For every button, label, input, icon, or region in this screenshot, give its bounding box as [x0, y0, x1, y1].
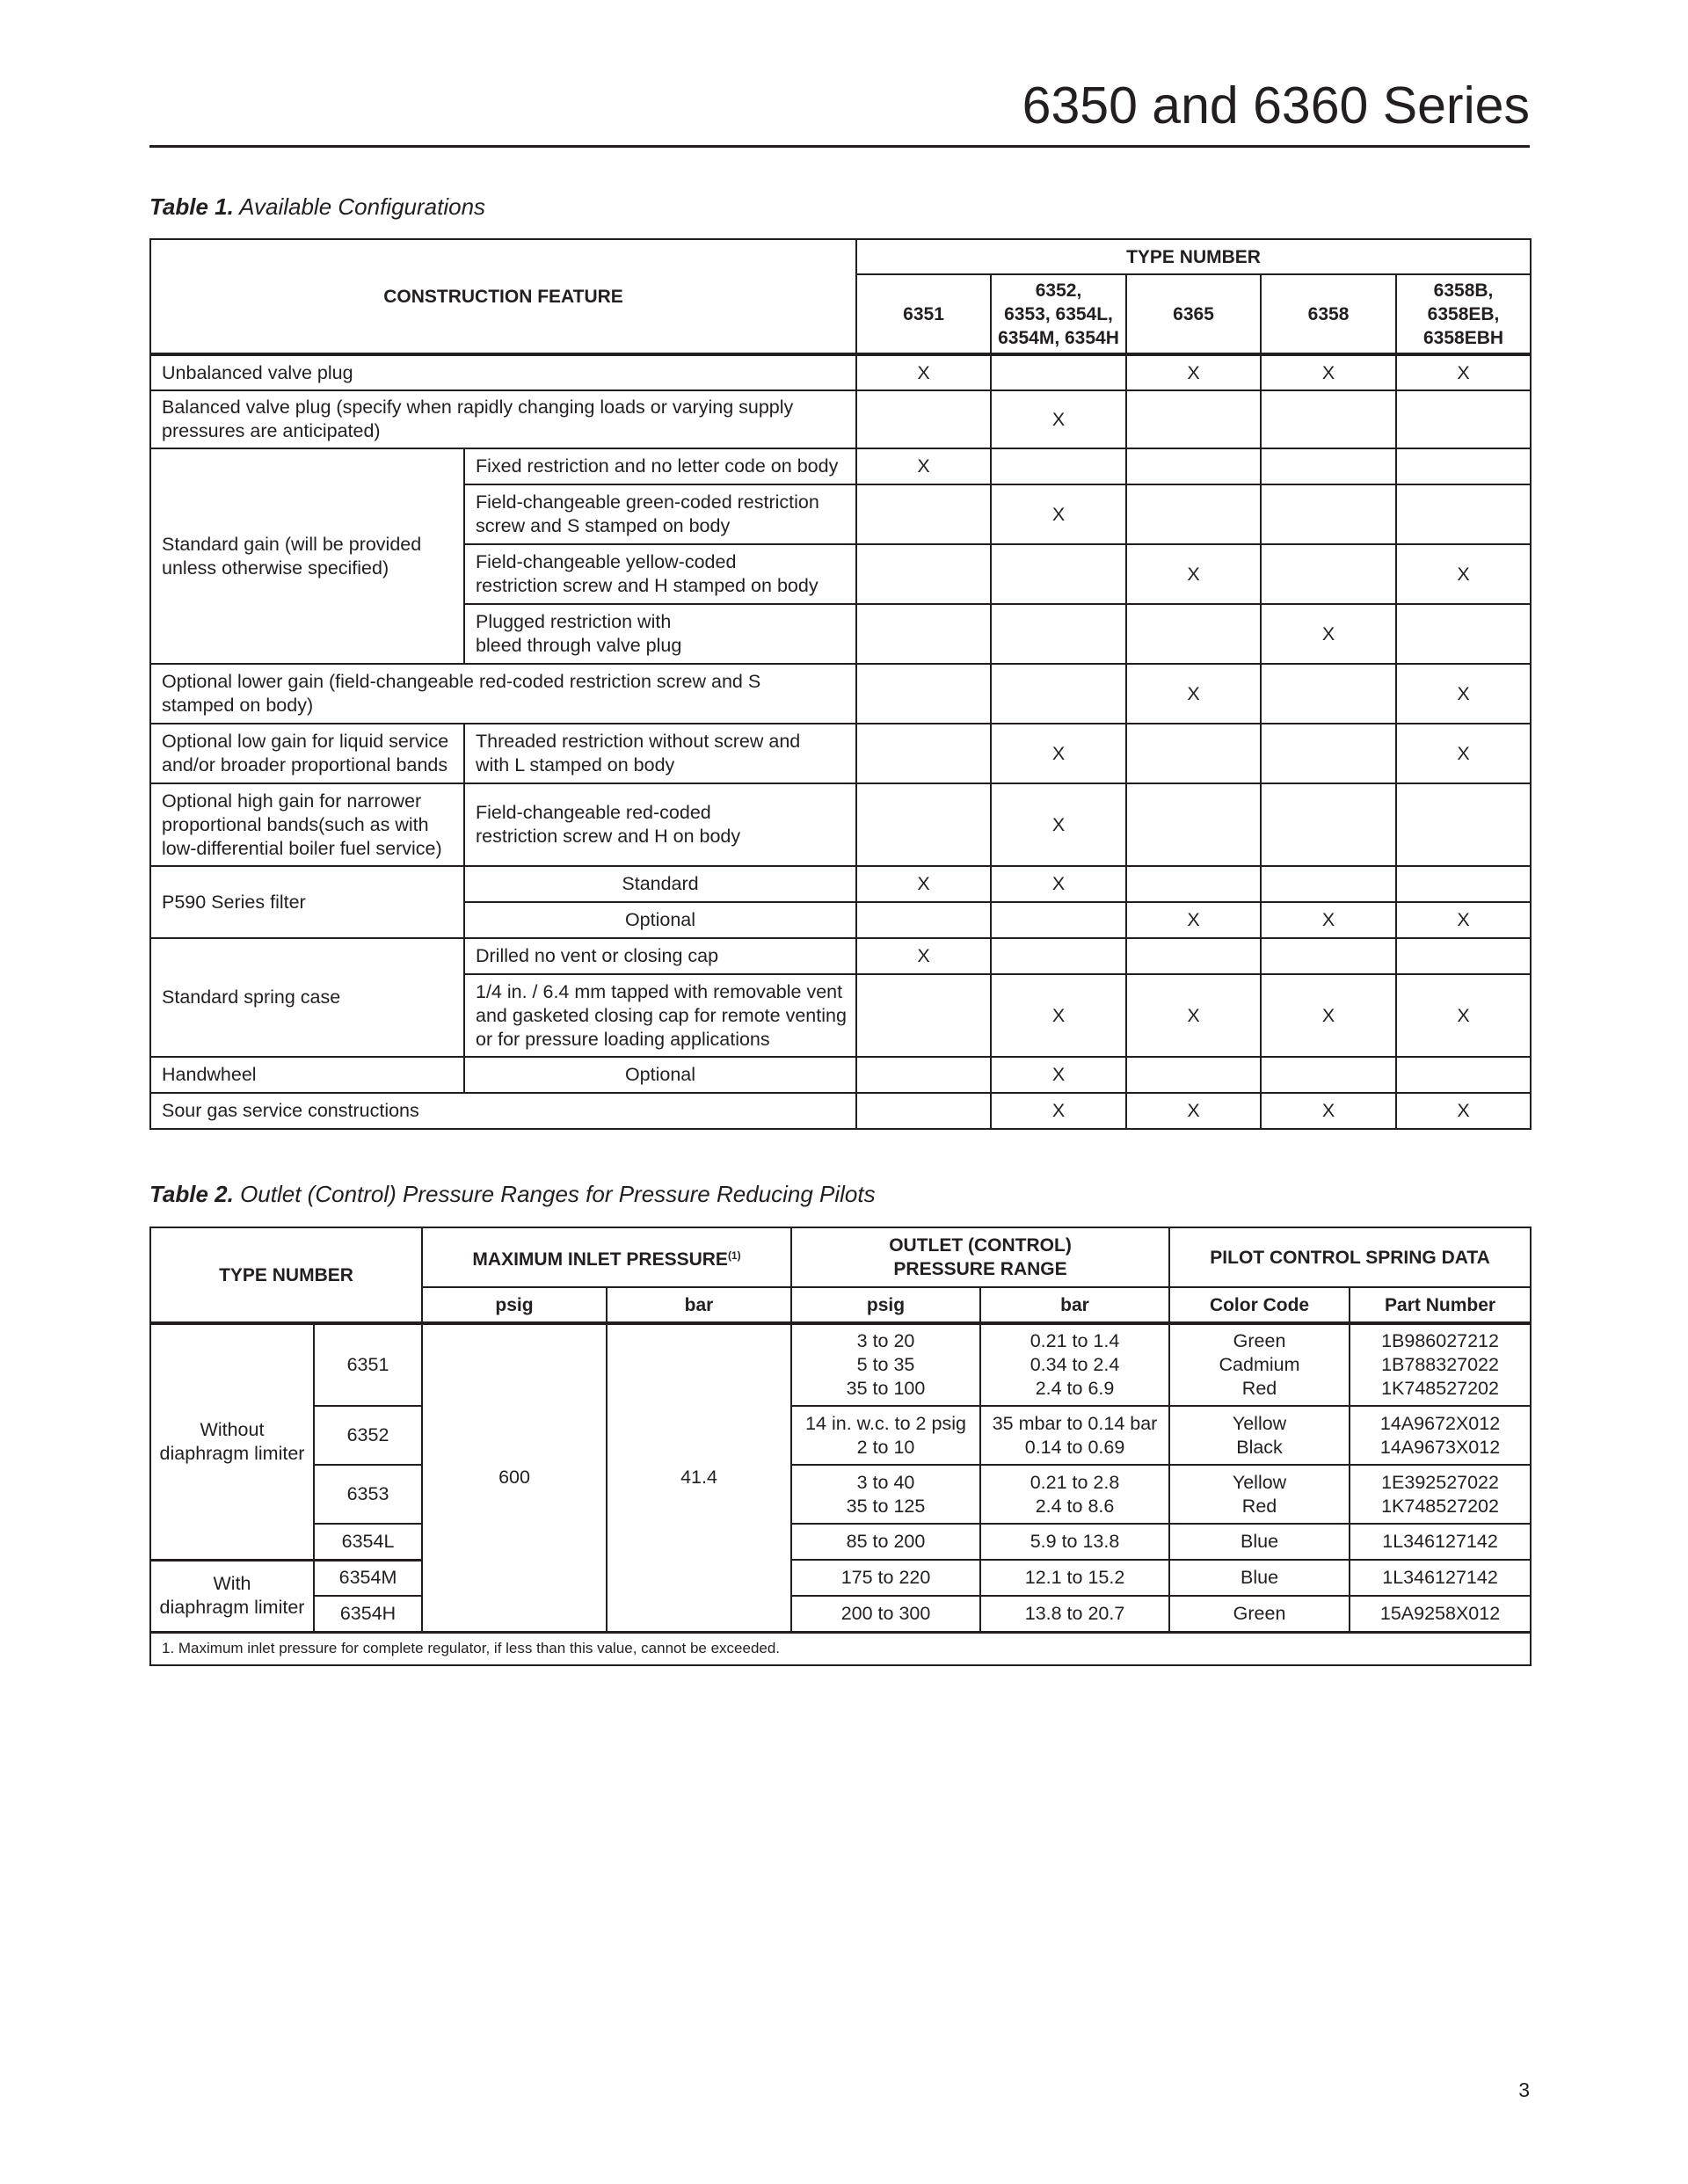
table-row [150, 390, 1531, 448]
sub-feature-label: Field-changeable green-coded restriction screw and S stamped on body [464, 484, 856, 544]
table1-caption [149, 193, 485, 221]
table-row [150, 664, 1531, 724]
mark-cell [1261, 783, 1396, 866]
mark-cell [1261, 938, 1396, 974]
mark-cell [856, 544, 991, 604]
feature-label: P590 Series filter [150, 866, 464, 938]
mark-cell: X [1261, 354, 1396, 390]
mark-cell [856, 604, 991, 664]
feature-label: Handwheel [150, 1057, 464, 1093]
table2-caption [149, 1181, 876, 1208]
type-cell: 6354M [314, 1560, 422, 1596]
mark-cell [856, 1057, 991, 1093]
feature-label: Optional high gain for narrower proportional bands(such as with low-differential boiler fuel service) [150, 783, 464, 866]
sub-header: Part Number [1350, 1287, 1531, 1323]
sub-feature-label: Optional [464, 902, 856, 938]
mark-cell: X [1126, 354, 1261, 390]
sub-header: bar [980, 1287, 1169, 1323]
mark-cell [1261, 390, 1396, 448]
mark-cell: X [991, 390, 1126, 448]
mark-cell: X [1261, 902, 1396, 938]
mark-cell: X [1261, 974, 1396, 1057]
color-code-cell: Green [1169, 1596, 1350, 1632]
mark-cell: X [1126, 974, 1261, 1057]
feature-label: Balanced valve plug (specify when rapidly changing loads or varying supply pressures are anticipated) [150, 390, 856, 448]
sub-feature-label: Field-changeable red-coded restriction screw and H on body [464, 783, 856, 866]
sub-feature-label: Optional [464, 1057, 856, 1093]
construction-feature-header: CONSTRUCTION FEATURE [150, 239, 856, 354]
mark-cell [1396, 484, 1531, 544]
sub-header: Color Code [1169, 1287, 1350, 1323]
feature-label: Standard spring case [150, 938, 464, 1057]
mark-cell [856, 390, 991, 448]
mark-cell [991, 664, 1126, 724]
mark-cell: X [1396, 354, 1531, 390]
header-rule [149, 145, 1530, 148]
mark-cell [1396, 783, 1531, 866]
table2-caption-text: Outlet (Control) Pressure Ranges for Pressure Reducing Pilots [233, 1181, 876, 1207]
table-row [150, 1093, 1531, 1129]
outlet-psig-cell: 175 to 220 [791, 1560, 980, 1596]
mark-cell [991, 604, 1126, 664]
mark-cell [1126, 484, 1261, 544]
pressure-ranges-table [149, 1227, 1532, 1666]
table-row [150, 448, 1531, 484]
outlet-psig-cell: 200 to 300 [791, 1596, 980, 1632]
feature-label: Unbalanced valve plug [150, 354, 856, 390]
table-row [150, 1057, 1531, 1093]
mark-cell [1261, 724, 1396, 783]
spring-data-header: PILOT CONTROL SPRING DATA [1169, 1227, 1531, 1287]
mark-cell: X [856, 938, 991, 974]
mark-cell [1126, 938, 1261, 974]
outlet-bar-cell: 35 mbar to 0.14 bar 0.14 to 0.69 [980, 1406, 1169, 1465]
mark-cell [856, 724, 991, 783]
mark-cell [1396, 390, 1531, 448]
mark-cell [991, 354, 1126, 390]
mark-cell [991, 938, 1126, 974]
sub-header: psig [791, 1287, 980, 1323]
color-code-cell: Yellow Red [1169, 1465, 1350, 1524]
mark-cell: X [991, 974, 1126, 1057]
table1-caption-text: Available Configurations [233, 193, 486, 220]
max-inlet-header [422, 1227, 791, 1287]
type-number-header: TYPE NUMBER [150, 1227, 422, 1323]
mark-cell [1126, 783, 1261, 866]
col-header: 6365 [1126, 274, 1261, 354]
mark-cell [1261, 664, 1396, 724]
mark-cell: X [1126, 544, 1261, 604]
mark-cell [1126, 1057, 1261, 1093]
mark-cell [1396, 938, 1531, 974]
table-row [150, 938, 1531, 974]
type-cell: 6351 [314, 1323, 422, 1406]
inlet-psig-cell: 600 [422, 1323, 607, 1632]
outlet-bar-cell: 5.9 to 13.8 [980, 1524, 1169, 1560]
outlet-psig-cell: 85 to 200 [791, 1524, 980, 1560]
inlet-bar-cell: 41.4 [607, 1323, 791, 1632]
mark-cell [856, 902, 991, 938]
type-cell: 6353 [314, 1465, 422, 1524]
table-row [150, 866, 1531, 902]
mark-cell [1261, 866, 1396, 902]
type-cell: 6352 [314, 1406, 422, 1465]
mark-cell: X [1396, 544, 1531, 604]
feature-label: Optional low gain for liquid service and/or broader proportional bands [150, 724, 464, 783]
sub-feature-label: Standard [464, 866, 856, 902]
configurations-table [149, 238, 1532, 1130]
max-inlet-header-text: MAXIMUM INLET PRESSURE [472, 1249, 728, 1270]
mark-cell [1396, 866, 1531, 902]
table-row [150, 1596, 1531, 1632]
mark-cell: X [991, 783, 1126, 866]
color-code-cell: Yellow Black [1169, 1406, 1350, 1465]
mark-cell [991, 448, 1126, 484]
feature-label: Sour gas service constructions [150, 1093, 856, 1129]
outlet-bar-cell: 0.21 to 1.4 0.34 to 2.4 2.4 to 6.9 [980, 1323, 1169, 1406]
mark-cell [1396, 448, 1531, 484]
type-cell: 6354L [314, 1524, 422, 1560]
mark-cell [856, 1093, 991, 1129]
part-number-cell: 1L346127142 [1350, 1560, 1531, 1596]
part-number-cell: 14A9672X012 14A9673X012 [1350, 1406, 1531, 1465]
outlet-range-header: OUTLET (CONTROL) PRESSURE RANGE [791, 1227, 1169, 1287]
outlet-psig-cell: 3 to 40 35 to 125 [791, 1465, 980, 1524]
mark-cell: X [1396, 1093, 1531, 1129]
footnote-ref: (1) [727, 1249, 741, 1262]
col-header: 6351 [856, 274, 991, 354]
sub-feature-label: Threaded restriction without screw and with L stamped on body [464, 724, 856, 783]
table-row [150, 1406, 1531, 1465]
mark-cell [856, 664, 991, 724]
feature-label: Optional lower gain (field-changeable red-coded restriction screw and S stamped on body) [150, 664, 856, 724]
table-row [150, 783, 1531, 866]
outlet-bar-cell: 12.1 to 15.2 [980, 1560, 1169, 1596]
mark-cell [1126, 390, 1261, 448]
type-cell: 6354H [314, 1596, 422, 1632]
mark-cell: X [991, 484, 1126, 544]
mark-cell: X [1396, 974, 1531, 1057]
page-number: 3 [1518, 2078, 1530, 2101]
mark-cell [856, 783, 991, 866]
mark-cell [856, 974, 991, 1057]
type-number-header: TYPE NUMBER [856, 239, 1531, 274]
table-row [150, 724, 1531, 783]
feature-label: Standard gain (will be provided unless otherwise specified) [150, 448, 464, 664]
table-row [150, 1465, 1531, 1524]
mark-cell: X [1126, 664, 1261, 724]
mark-cell: X [856, 448, 991, 484]
mark-cell [1126, 604, 1261, 664]
part-number-cell: 1E392527022 1K748527202 [1350, 1465, 1531, 1524]
mark-cell: X [1126, 902, 1261, 938]
color-code-cell: Blue [1169, 1524, 1350, 1560]
table-row [150, 354, 1531, 390]
mark-cell: X [1126, 1093, 1261, 1129]
mark-cell: X [1396, 664, 1531, 724]
mark-cell: X [856, 866, 991, 902]
col-header: 6358B, 6358EB, 6358EBH [1396, 274, 1531, 354]
outlet-bar-cell: 13.8 to 20.7 [980, 1596, 1169, 1632]
mark-cell [1261, 1057, 1396, 1093]
document-title: 6350 and 6360 Series [1022, 76, 1530, 135]
table-row [150, 1560, 1531, 1596]
mark-cell: X [856, 354, 991, 390]
table2-caption-label: Table 2. [149, 1181, 234, 1207]
mark-cell [991, 902, 1126, 938]
table1-caption-label: Table 1. [149, 193, 234, 220]
sub-feature-label: 1/4 in. / 6.4 mm tapped with removable vent and gasketed closing cap for remote venting or for pressure loading applications [464, 974, 856, 1057]
mark-cell: X [991, 1093, 1126, 1129]
mark-cell [1126, 866, 1261, 902]
mark-cell [1126, 724, 1261, 783]
mark-cell: X [1261, 1093, 1396, 1129]
part-number-cell: 15A9258X012 [1350, 1596, 1531, 1632]
color-code-cell: Blue [1169, 1560, 1350, 1596]
part-number-cell: 1B986027212 1B788327022 1K748527202 [1350, 1323, 1531, 1406]
table-row [150, 1632, 1531, 1665]
outlet-bar-cell: 0.21 to 2.8 2.4 to 8.6 [980, 1465, 1169, 1524]
mark-cell [1261, 544, 1396, 604]
sub-feature-label: Field-changeable yellow-coded restriction screw and H stamped on body [464, 544, 856, 604]
col-header: 6352, 6353, 6354L, 6354M, 6354H [991, 274, 1126, 354]
without-limiter-label: Without diaphragm limiter [150, 1323, 314, 1560]
table2-footnote: 1. Maximum inlet pressure for complete regulator, if less than this value, cannot be exceeded. [150, 1632, 1531, 1665]
mark-cell [1396, 1057, 1531, 1093]
with-limiter-label: With diaphragm limiter [150, 1560, 314, 1632]
mark-cell [856, 484, 991, 544]
outlet-psig-cell: 3 to 20 5 to 35 35 to 100 [791, 1323, 980, 1406]
mark-cell: X [1396, 902, 1531, 938]
outlet-psig-cell: 14 in. w.c. to 2 psig 2 to 10 [791, 1406, 980, 1465]
mark-cell [1126, 448, 1261, 484]
sub-feature-label: Plugged restriction with bleed through valve plug [464, 604, 856, 664]
table-row [150, 1323, 1531, 1406]
sub-header: psig [422, 1287, 607, 1323]
mark-cell [1261, 484, 1396, 544]
table-row [150, 1524, 1531, 1560]
mark-cell [1261, 448, 1396, 484]
sub-feature-label: Fixed restriction and no letter code on body [464, 448, 856, 484]
col-header: 6358 [1261, 274, 1396, 354]
mark-cell: X [991, 1057, 1126, 1093]
sub-header: bar [607, 1287, 791, 1323]
sub-feature-label: Drilled no vent or closing cap [464, 938, 856, 974]
mark-cell [991, 544, 1126, 604]
color-code-cell: Green Cadmium Red [1169, 1323, 1350, 1406]
mark-cell [1396, 604, 1531, 664]
part-number-cell: 1L346127142 [1350, 1524, 1531, 1560]
mark-cell: X [991, 724, 1126, 783]
mark-cell: X [1396, 724, 1531, 783]
mark-cell: X [1261, 604, 1396, 664]
mark-cell: X [991, 866, 1126, 902]
